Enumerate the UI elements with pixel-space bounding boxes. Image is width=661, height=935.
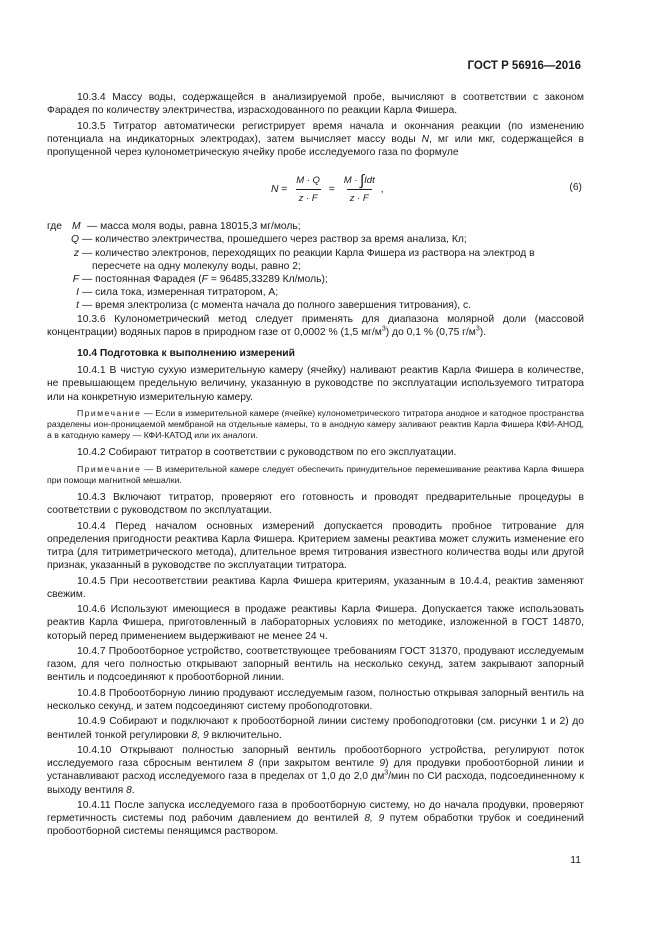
- fraction-1-denominator: z · F: [296, 189, 321, 205]
- text-segment: 10.4.10 Открывают полностью запорный вентиль пробоотборного устройства, регулируют поток исследуемого газа сбросным вентилем: [47, 745, 584, 770]
- where-item-t: [47, 299, 584, 312]
- where-item-i: [47, 286, 584, 299]
- where-symbol: t: [76, 300, 79, 312]
- text-segment: путем обработки трубок и соединений пробоотборной системы пенящимся раствором.: [47, 813, 584, 838]
- doc-code-header: ГОСТ Р 56916—2016: [467, 60, 581, 72]
- text-segment: ).: [479, 326, 487, 338]
- text-segment: включительно.: [208, 729, 282, 741]
- text-segment: 10.4.11 После запуска исследуемого газа в пробоотборную систему, но до начала продувки, проверяют герметичность системы под рабочим давлением до вентилей: [47, 800, 584, 825]
- where-item-q: [47, 233, 584, 246]
- where-text-symbol: F: [201, 274, 208, 286]
- num2-part-a: M ·: [343, 175, 361, 187]
- where-text-part: = 96485,33289 Кл/моль);: [207, 274, 328, 286]
- where-text: — сила тока, измеренная титратором, А;: [82, 287, 279, 299]
- paragraph-10-3-6: [47, 313, 584, 339]
- where-item-f: [47, 273, 584, 286]
- num2-part-b: Idt: [364, 175, 375, 187]
- note-text: — Если в измерительной камере (ячейке) кулонометрического титратора анодное и катодное пространства разделены ион-проницаемой мембраной на отдельные камеры, то в анодную камеру заливают реактив Карла Фишера КФИ-АНОД, а в катодную камеру — КФИ-КАТОД или их аналоги.: [47, 407, 584, 441]
- italic-ref: 8, 9: [191, 729, 209, 741]
- where-text: — время электролиза (с момента начала до полного завершения титрования), с.: [82, 300, 472, 312]
- formula-fraction-2: [341, 174, 378, 205]
- integral-icon: ∫: [360, 172, 365, 190]
- where-text: — масса моля воды, равна 18015,3 мг/моль;: [87, 221, 301, 233]
- where-text: — количество электричества, прошедшего через раствор за время анализа, Кл;: [82, 234, 467, 246]
- text-segment: 10.4.9 Собирают и подключают к пробоотборной линии систему пробоподготовки (см. рисунки 1 и 2) до вентилей тонкой регулировки: [47, 716, 584, 741]
- formula-expression: [271, 174, 384, 205]
- paragraph-10-4-11: [47, 799, 584, 839]
- where-symbol: Q: [70, 234, 79, 246]
- superscript: 3: [475, 325, 480, 333]
- paragraph-10-4-5: 10.4.5 При несоответствии реактива Карла Фишера критериям, указанным в 10.4.4, реактив заменяют свежим.: [47, 575, 584, 600]
- symbol-n: N: [421, 133, 430, 145]
- paragraph-10-4-3: 10.4.3 Включают титратор, проверяют его готовность и проводят предварительные процедуры в соответствии с руководством по эксплуатации.: [47, 492, 584, 517]
- text-segment: (при закрытом вентиле: [253, 758, 380, 770]
- formula-equals: =: [278, 184, 291, 196]
- paragraph-10-4-6: 10.4.6 Используют имеющиеся в продаже реактивы Карла Фишера. Допускается также использовать реактив Карла Фишера, приготовленный в лабораторных условиях по методике, изложенной в ГОСТ 14870, который перед применением выдерживают не менее 24 ч.: [47, 604, 584, 642]
- where-text: — количество электронов, переходящих по реакции Карла Фишера из раствора на электрод в: [82, 247, 535, 259]
- note-label: Примечание: [77, 463, 142, 474]
- paragraph-10-3-5: [47, 120, 584, 160]
- where-item-z: [47, 247, 584, 260]
- text-segment: ) для продувки пробоотборной линии и устанавливают расход исследуемого газа в пределах от 1,0 до 2,0 дм: [47, 758, 584, 783]
- where-symbol: F: [72, 274, 79, 286]
- where-intro: где: [47, 221, 63, 233]
- formula-comma: ,: [380, 184, 384, 196]
- paragraph-10-4-2: 10.4.2 Собирают титратор в соответствии с руководством по его эксплуатации.: [77, 447, 457, 459]
- paragraph-10-4-8: 10.4.8 Пробоотборную линию продувают исследуемым газом, полностью открывая запорный вентиль на несколько секунд, и затем подсоединяют систему пробоподготовки.: [47, 687, 584, 713]
- superscript: 3: [384, 770, 389, 778]
- note-text: — В измерительной камере следует обеспечить принудительное перемешивание реактива Карла Фишера при помощи магнитной мешалки.: [47, 463, 584, 485]
- text-segment: 10.3.5 Титратор автоматически регистрирует время начала и окончания реакции (по изменению потенциала на индикаторных электродах), затем вычисляет массу воды: [47, 120, 584, 145]
- formula-equals-2: =: [325, 184, 338, 196]
- text-segment: , мг или мкг, содержащейся в пропущенной через кулонометрическую ячейку пробе исследуемого газа по формуле: [47, 133, 584, 158]
- note-2: [47, 464, 584, 486]
- where-symbol: I: [76, 287, 79, 299]
- text-segment: /мин по СИ расхода, подсоединенному к выходу вентиля: [47, 771, 584, 796]
- fraction-2-numerator: [341, 174, 378, 189]
- fraction-2-denominator: z · F: [347, 189, 372, 205]
- fraction-1-numerator: M · Q: [296, 175, 320, 187]
- italic-ref: 8: [126, 784, 132, 796]
- superscript: 3: [381, 325, 386, 333]
- paragraph-10-4-7: 10.4.7 Пробоотборное устройство, соответствующее требованиям ГОСТ 31370, продувают исследуемым газом, для чего полностью открывают запорный вентиль на несколько секунд, затем закрывают запорный вентиль и подсоединяют к пробоотборной линии.: [47, 646, 584, 684]
- italic-ref: 8, 9: [364, 813, 385, 825]
- note-1: [47, 408, 584, 442]
- where-text: [82, 273, 584, 286]
- formula-fraction-1: [293, 174, 323, 205]
- page-number: 11: [570, 855, 581, 866]
- paragraph-10-4-4: 10.4.4 Перед началом основных измерений допускается проводить пробное титрование для определения пригодности реактива Карла Фишера. Критерием замены реактива может служить изменение его титра (для титриметрического метода), длительное время титрования известного количества воды или другой признак, указанный в руководстве по эксплуатации титратора.: [47, 520, 584, 572]
- text-segment: 10.3.6 Кулонометрический метод следует применять для диапазона молярной доли (массовой концентрации) водяных паров в природном газе от 0,0002 % (1,5 мг/м: [47, 313, 584, 338]
- text-segment: ) до 0,1 % (0,75 г/м: [385, 326, 476, 338]
- section-heading-10-4: 10.4 Подготовка к выполнению измерений: [77, 348, 295, 360]
- paragraph-10-3-4: 10.3.4 Массу воды, содержащейся в анализируемой пробе, вычисляют в соответствии с законом Фарадея по количеству электричества, израсходованного по реакции Карла Фишера.: [47, 92, 584, 117]
- formula-6: [47, 167, 584, 213]
- formula-number: (6): [569, 182, 582, 194]
- where-list: [47, 220, 584, 312]
- where-symbol: M: [72, 221, 81, 233]
- where-item-z-continued: пересчете на одну молекулу воды, равно 2;: [92, 260, 301, 272]
- paragraph-10-4-1: 10.4.1 В чистую сухую измерительную камеру (ячейку) наливают реактив Карла Фишера в количестве, не превышающем предельную величину, указанную в руководстве по эксплуатации используемого титратора или на конкретную измерительную камеру.: [47, 365, 584, 403]
- note-label: Примечание: [77, 407, 142, 418]
- where-item-m: [47, 220, 584, 233]
- where-symbol: z: [73, 247, 79, 259]
- text-segment: .: [131, 784, 135, 796]
- italic-ref: 9: [379, 758, 386, 770]
- where-text-part: — постоянная Фарадея (: [82, 274, 202, 286]
- paragraph-10-4-10: [47, 744, 584, 797]
- document-body: [47, 91, 584, 841]
- italic-ref: 8: [247, 758, 254, 770]
- paragraph-10-4-9: [47, 715, 584, 741]
- formula-lhs: N: [271, 184, 279, 196]
